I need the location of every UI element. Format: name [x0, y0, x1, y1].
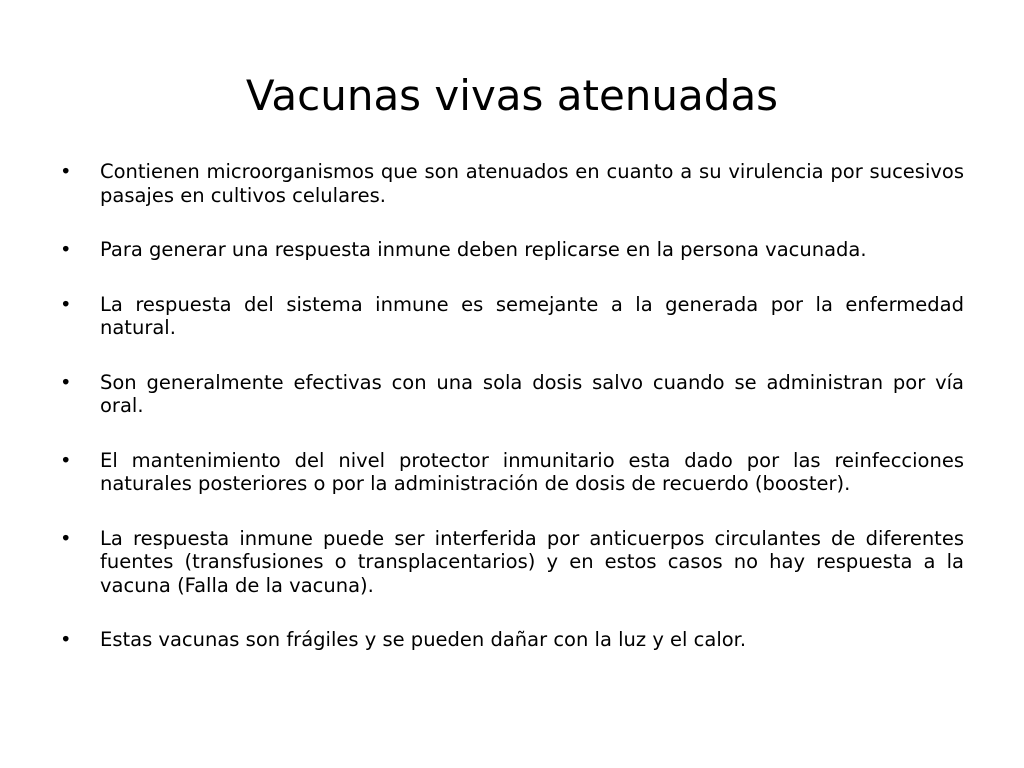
slide-title: Vacunas vivas atenuadas — [245, 71, 779, 120]
bullet-icon: • — [60, 370, 72, 394]
bullet-icon: • — [60, 292, 72, 316]
bullet-icon: • — [60, 628, 72, 651]
bullet-icon: • — [60, 238, 72, 261]
bullet-item — [60, 371, 964, 418]
bullet-item — [60, 160, 964, 207]
bullet-text: Contienen microorganismos que son atenuados en cuanto a su virulencia por sucesivos pasajes en cultivos celulares. — [100, 160, 964, 207]
bullet-text: Estas vacunas son frágiles y se pueden dañar con la luz y el calor. — [100, 628, 747, 651]
bullet-icon: • — [60, 526, 72, 550]
bullet-text: Para generar una respuesta inmune deben replicarse en la persona vacunada. — [100, 238, 867, 261]
bullet-list — [60, 160, 964, 652]
bullet-icon: • — [60, 160, 72, 183]
bullet-icon: • — [60, 448, 72, 472]
bullet-text: El mantenimiento del nivel protector inmunitario esta dado por las reinfecciones naturales posteriores o por la administración de dosis de recuerdo (booster). — [100, 448, 964, 495]
bullet-text: La respuesta del sistema inmune es semejante a la generada por la enfermedad natural. — [100, 292, 964, 339]
bullet-item — [60, 293, 964, 340]
bullet-item — [60, 449, 964, 496]
bullet-item — [60, 238, 964, 262]
bullet-text: La respuesta inmune puede ser interferida por anticuerpos circulantes de diferentes fuentes (transfusiones o transplacentarios) y en estos casos no hay respuesta a la vacuna (Falla de la vacuna). — [100, 526, 964, 597]
bullet-item — [60, 527, 964, 598]
bullet-text: Son generalmente efectivas con una sola dosis salvo cuando se administran por vía oral. — [100, 370, 964, 417]
bullet-item — [60, 628, 964, 652]
